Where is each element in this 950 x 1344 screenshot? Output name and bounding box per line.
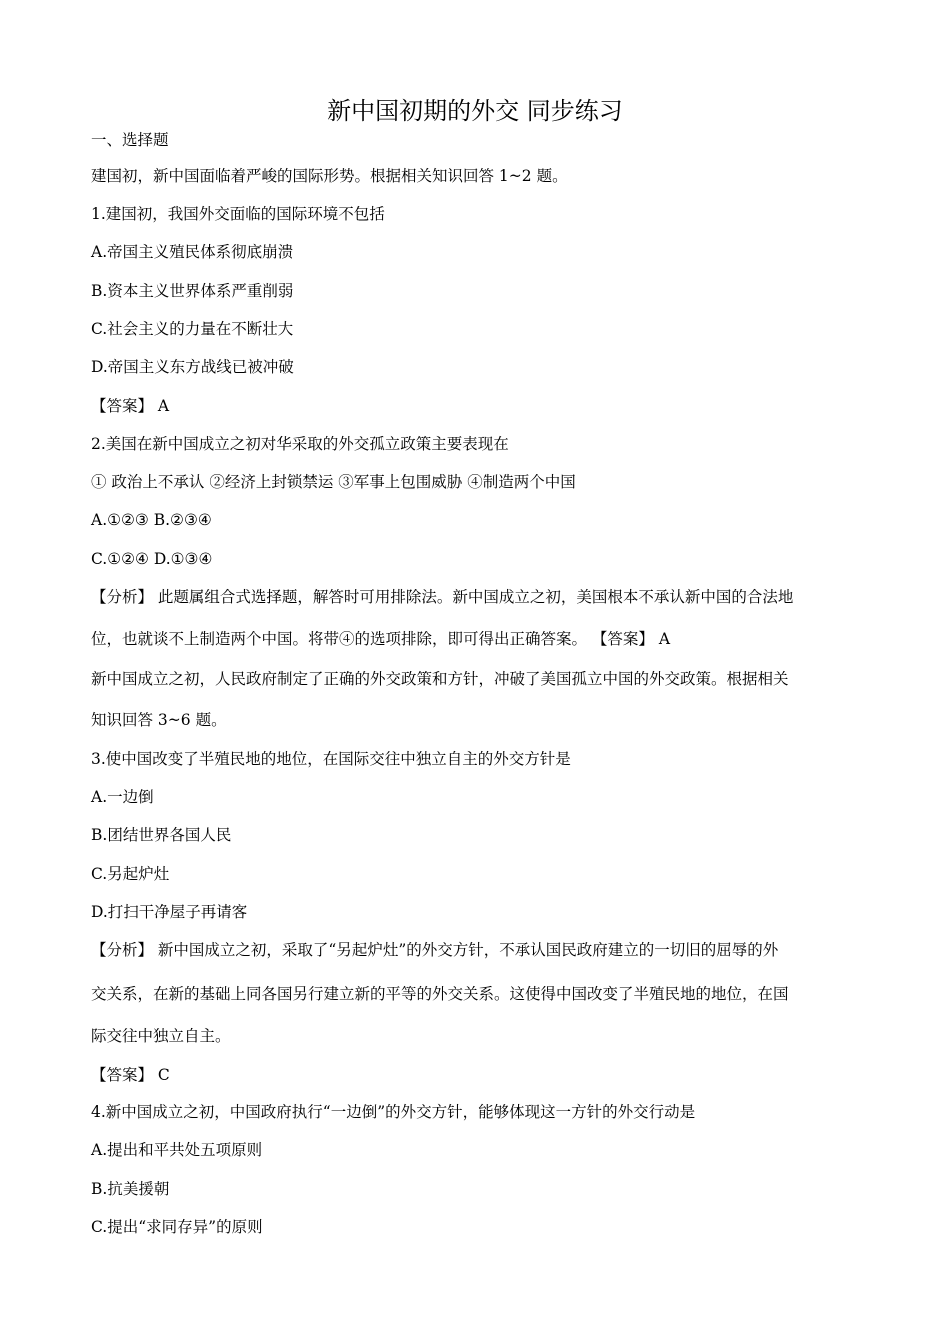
option-c: C.另起炉灶	[91, 865, 170, 883]
options-ab: A.①②③ B.②③④	[91, 511, 212, 529]
option-d: D.打扫干净屋子再请客	[91, 903, 248, 921]
option-a: A.一边倒	[91, 788, 154, 806]
option-a: A.提出和平共处五项原则	[91, 1141, 263, 1159]
intro-paragraph: 新中国成立之初，人民政府制定了正确的外交政策和方针，冲破了美国孤立中国的外交政策。根据相关	[91, 670, 789, 688]
analysis-line: 际交往中独立自主。	[91, 1027, 231, 1045]
option-c: C.提出“求同存异”的原则	[91, 1218, 263, 1236]
analysis-line: 【分析】 新中国成立之初，采取了“另起炉灶”的外交方针，不承认国民政府建立的一切旧的屈辱的外	[91, 941, 779, 959]
question-4: 4.新中国成立之初，中国政府执行“一边倒”的外交方针，能够体现这一方针的外交行动是	[91, 1103, 696, 1121]
option-d: D.帝国主义东方战线已被冲破	[91, 358, 294, 376]
document-title: 新中国初期的外交 同步练习	[327, 97, 623, 125]
answer-line: 【答案】 A	[91, 397, 170, 415]
options-cd: C.①②④ D.①③④	[91, 550, 213, 568]
option-a: A.帝国主义殖民体系彻底崩溃	[91, 243, 294, 261]
question-1: 1.建国初，我国外交面临的国际环境不包括	[91, 205, 385, 223]
intro-paragraph: 建国初，新中国面临着严峻的国际形势。根据相关知识回答 1~2 题。	[91, 167, 568, 185]
option-b: B.资本主义世界体系严重削弱	[91, 282, 294, 300]
analysis-line: 交关系，在新的基础上同各国另行建立新的平等的外交关系。这使得中国改变了半殖民地的地位，在国	[91, 985, 789, 1003]
option-c: C.社会主义的力量在不断壮大	[91, 320, 294, 338]
question-3: 3.使中国改变了半殖民地的地位，在国际交往中独立自主的外交方针是	[91, 750, 571, 768]
intro-paragraph: 知识回答 3~6 题。	[91, 711, 227, 729]
answer-line: 【答案】 C	[91, 1066, 170, 1084]
option-b: B.团结世界各国人民	[91, 826, 232, 844]
question-2: 2.美国在新中国成立之初对华采取的外交孤立政策主要表现在	[91, 435, 509, 453]
section-heading: 一、选择题	[91, 131, 169, 149]
analysis-line: 【分析】 此题属组合式选择题，解答时可用排除法。新中国成立之初，美国根本不承认新中国的合法地	[91, 588, 794, 606]
option-b: B.抗美援朝	[91, 1180, 170, 1198]
analysis-line: 位，也就谈不上制造两个中国。将带④的选项排除，即可得出正确答案。 【答案】 A	[91, 630, 671, 648]
statement-list: ① 政治上不承认 ②经济上封锁禁运 ③军事上包围威胁 ④制造两个中国	[91, 473, 576, 491]
